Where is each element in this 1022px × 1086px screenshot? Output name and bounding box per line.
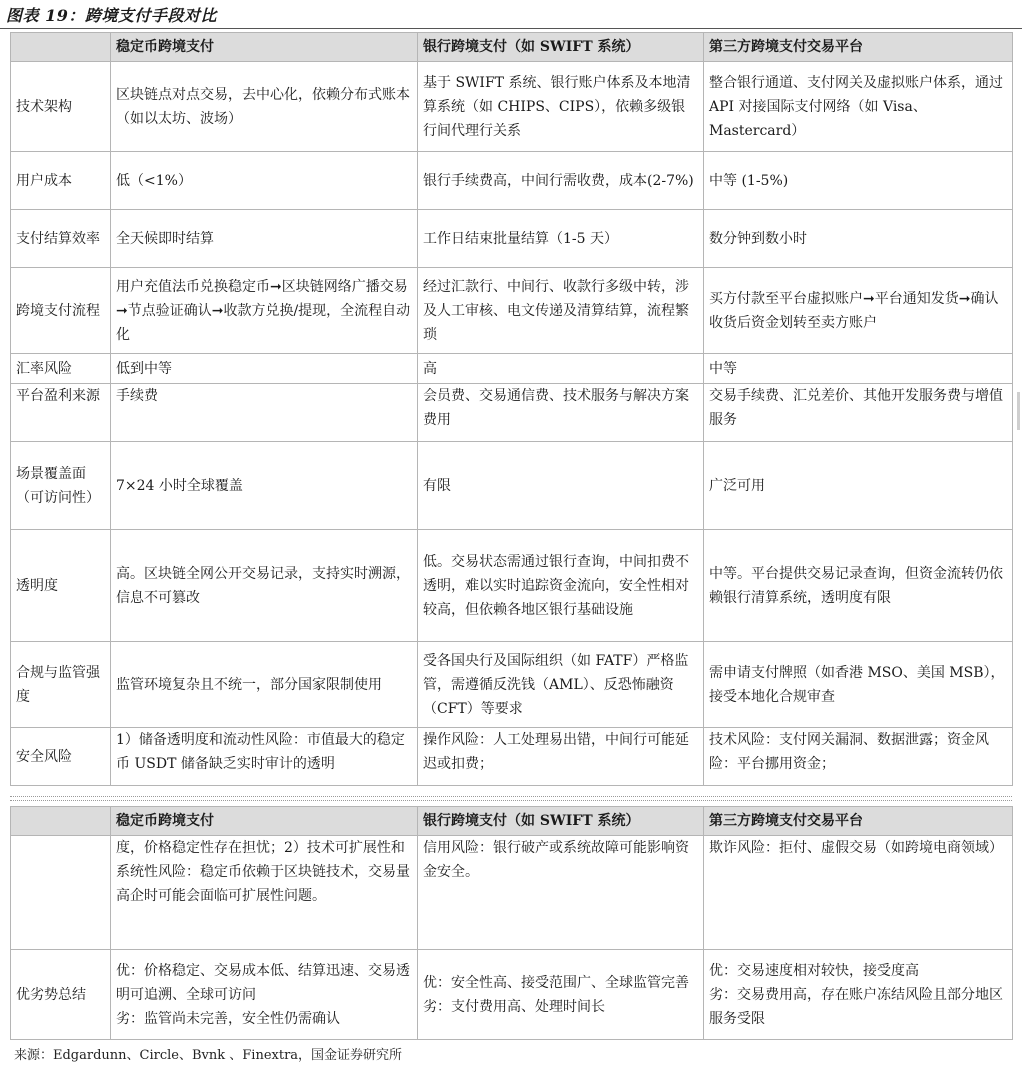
scrollbar-thumb[interactable] bbox=[1017, 392, 1020, 430]
stablecoin-cell: 7×24 小时全球覆盖 bbox=[111, 442, 418, 530]
page-break-line bbox=[10, 796, 1012, 797]
header-bank: 银行跨境支付（如 SWIFT 系统） bbox=[418, 807, 704, 836]
bank-cell: 信用风险：银行破产或系统故障可能影响资金安全。 bbox=[418, 836, 704, 950]
row-label: 平台盈利来源 bbox=[11, 384, 111, 442]
row-label: 用户成本 bbox=[11, 152, 111, 210]
stablecoin-cell: 区块链点对点交易，去中心化，依赖分布式账本（如以太坊、波场） bbox=[111, 62, 418, 152]
table-row bbox=[11, 530, 1013, 642]
third-party-cell: 技术风险：支付网关漏洞、数据泄露；资金风险：平台挪用资金； bbox=[704, 728, 1013, 786]
stablecoin-cell: 用户充值法币兑换稳定币➞区块链网络广播交易➞节点验证确认➞收款方兑换/提现，全流程自动化 bbox=[111, 268, 418, 354]
stablecoin-cell: 低（<1%） bbox=[111, 152, 418, 210]
third-party-cell: 中等。平台提供交易记录查询，但资金流转仍依赖银行清算系统，透明度有限 bbox=[704, 530, 1013, 642]
third-party-cell: 中等 bbox=[704, 354, 1013, 384]
header-bank: 银行跨境支付（如 SWIFT 系统） bbox=[418, 33, 704, 62]
row-label: 优劣势总结 bbox=[11, 950, 111, 1040]
third-party-cell: 整合银行通道、支付网关及虚拟账户体系，通过 API 对接国际支付网络（如 Visa、Mastercard） bbox=[704, 62, 1013, 152]
table-header-row bbox=[11, 807, 1013, 836]
third-party-cell: 欺诈风险：拒付、虚假交易（如跨境电商领域） bbox=[704, 836, 1013, 950]
header-blank bbox=[11, 33, 111, 62]
comparison-table-part2 bbox=[10, 806, 1013, 1040]
third-party-cell: 数分钟到数小时 bbox=[704, 210, 1013, 268]
row-label: 安全风险 bbox=[11, 728, 111, 786]
third-party-cell: 需申请支付牌照（如香港 MSO、美国 MSB），接受本地化合规审查 bbox=[704, 642, 1013, 728]
figure-title: 图表 19：跨境支付手段对比 bbox=[6, 6, 217, 25]
bank-cell: 低。交易状态需通过银行查询，中间扣费不透明，难以实时追踪资金流向，安全性相对较高，但依赖各地区银行基础设施 bbox=[418, 530, 704, 642]
comparison-table-part1 bbox=[10, 32, 1013, 786]
stablecoin-cell: 手续费 bbox=[111, 384, 418, 442]
bank-cell: 优：安全性高、接受范围广、全球监管完善 劣：支付费用高、处理时间长 bbox=[418, 950, 704, 1040]
header-blank bbox=[11, 807, 111, 836]
table-row bbox=[11, 836, 1013, 950]
header-stablecoin: 稳定币跨境支付 bbox=[111, 807, 418, 836]
bank-cell: 有限 bbox=[418, 442, 704, 530]
row-label: 场景覆盖面（可访问性） bbox=[11, 442, 111, 530]
table-row bbox=[11, 354, 1013, 384]
table-row bbox=[11, 442, 1013, 530]
table-row bbox=[11, 950, 1013, 1040]
bank-cell: 银行手续费高，中间行需收费，成本(2-7%) bbox=[418, 152, 704, 210]
title-divider bbox=[0, 28, 1022, 29]
bank-cell: 基于 SWIFT 系统、银行账户体系及本地清算系统（如 CHIPS、CIPS），依赖多级银行间代理行关系 bbox=[418, 62, 704, 152]
table-row bbox=[11, 152, 1013, 210]
source-note: 来源：Edgardunn、Circle、Bvnk 、Finextra，国金证券研究所 bbox=[14, 1048, 403, 1063]
third-party-cell: 中等 (1-5%) bbox=[704, 152, 1013, 210]
bank-cell: 工作日结束批量结算（1-5 天） bbox=[418, 210, 704, 268]
table-row bbox=[11, 728, 1013, 786]
stablecoin-cell: 全天候即时结算 bbox=[111, 210, 418, 268]
stablecoin-cell: 度，价格稳定性存在担忧；2）技术可扩展性和系统性风险：稳定币依赖于区块链技术，交易量高企时可能会面临可扩展性问题。 bbox=[111, 836, 418, 950]
stablecoin-cell: 低到中等 bbox=[111, 354, 418, 384]
page-break bbox=[0, 792, 1022, 804]
bank-cell: 受各国央行及国际组织（如 FATF）严格监管，需遵循反洗钱（AML）、反恐怖融资（CFT）等要求 bbox=[418, 642, 704, 728]
row-label bbox=[11, 836, 111, 950]
table-row bbox=[11, 384, 1013, 442]
row-label: 技术架构 bbox=[11, 62, 111, 152]
bank-cell: 高 bbox=[418, 354, 704, 384]
table-row bbox=[11, 642, 1013, 728]
page-break-line bbox=[10, 800, 1012, 801]
table-row bbox=[11, 62, 1013, 152]
header-stablecoin: 稳定币跨境支付 bbox=[111, 33, 418, 62]
table-row bbox=[11, 210, 1013, 268]
row-label: 透明度 bbox=[11, 530, 111, 642]
row-label: 汇率风险 bbox=[11, 354, 111, 384]
stablecoin-cell: 监管环境复杂且不统一，部分国家限制使用 bbox=[111, 642, 418, 728]
header-third-party: 第三方跨境支付交易平台 bbox=[704, 807, 1013, 836]
third-party-cell: 买方付款至平台虚拟账户➞平台通知发货➞确认收货后资金划转至卖方账户 bbox=[704, 268, 1013, 354]
third-party-cell: 优：交易速度相对较快，接受度高 劣：交易费用高，存在账户冻结风险且部分地区服务受限 bbox=[704, 950, 1013, 1040]
bank-cell: 操作风险：人工处理易出错，中间行可能延迟或扣费； bbox=[418, 728, 704, 786]
header-third-party: 第三方跨境支付交易平台 bbox=[704, 33, 1013, 62]
bank-cell: 经过汇款行、中间行、收款行多级中转，涉及人工审核、电文传递及清算结算，流程繁琐 bbox=[418, 268, 704, 354]
table-row bbox=[11, 268, 1013, 354]
third-party-cell: 广泛可用 bbox=[704, 442, 1013, 530]
row-label: 跨境支付流程 bbox=[11, 268, 111, 354]
row-label: 支付结算效率 bbox=[11, 210, 111, 268]
table-header-row bbox=[11, 33, 1013, 62]
row-label: 合规与监管强度 bbox=[11, 642, 111, 728]
stablecoin-cell: 优：价格稳定、交易成本低、结算迅速、交易透明可追溯、全球可访问 劣：监管尚未完善，安全性仍需确认 bbox=[111, 950, 418, 1040]
third-party-cell: 交易手续费、汇兑差价、其他开发服务费与增值服务 bbox=[704, 384, 1013, 442]
stablecoin-cell: 高。区块链全网公开交易记录，支持实时溯源，信息不可篡改 bbox=[111, 530, 418, 642]
stablecoin-cell: 1）储备透明度和流动性风险：市值最大的稳定币 USDT 储备缺乏实时审计的透明 bbox=[111, 728, 418, 786]
bank-cell: 会员费、交易通信费、技术服务与解决方案费用 bbox=[418, 384, 704, 442]
